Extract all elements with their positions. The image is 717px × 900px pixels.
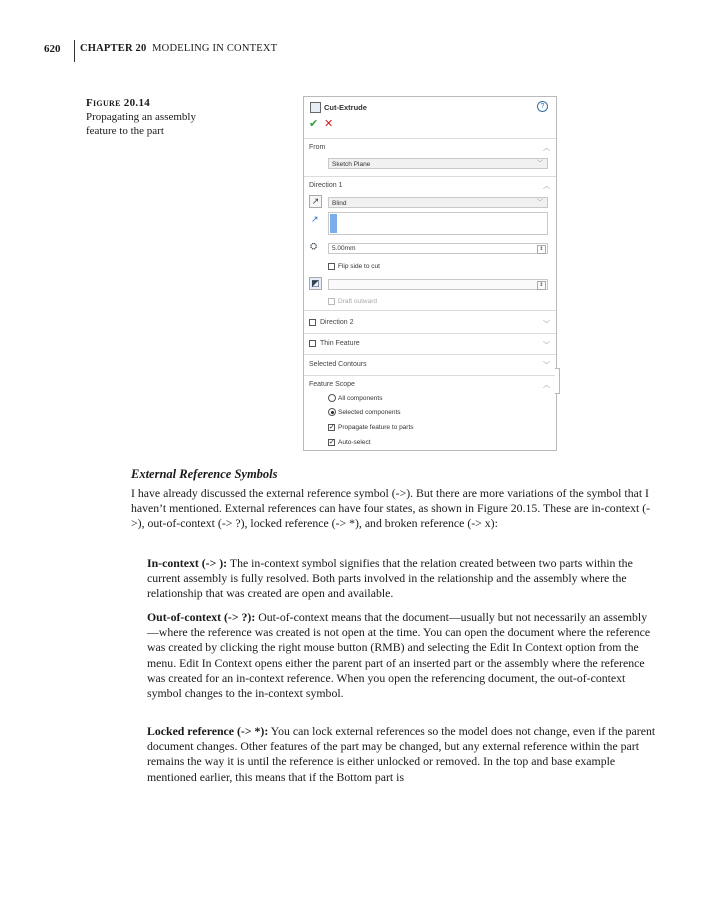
chevron-down-icon: ﹀ [536,161,543,167]
item-text: Out-of-context means that the document—usually but not necessarily an assembly—where the reference was created is not open at the time. You can open the document where the reference was created by clicking the right mouse button (RMB) and selecting the Edit In Context option from the menu. Edit In Context opens either the parent part of an inserted part or the assembly where the reference was created for an in-context reference. When you open the referencing document, the out-of-context symbol changes to the in-context symbol. [147,610,651,701]
divider [304,333,556,334]
all-components-radio[interactable] [328,394,336,402]
list-item [147,724,657,785]
selected-contours-section-title[interactable]: Selected Contours [309,361,367,368]
cut-extrude-icon [310,102,321,113]
spin-icon[interactable]: ⇕ [537,245,546,254]
chevron-up-icon[interactable]: ︿ [543,145,550,152]
depth-icon: ⛭ [310,241,318,251]
chevron-down-icon[interactable]: ﹀ [543,321,550,328]
chevron-up-icon[interactable]: ︿ [543,382,550,389]
propagate-checkbox[interactable]: ✓ [329,424,335,431]
thin-feature-section-title[interactable]: Thin Feature [320,340,360,347]
chevron-up-icon[interactable]: ︿ [543,183,550,190]
list-item [147,556,657,602]
divider [304,354,556,355]
direction1-section-title[interactable]: Direction 1 [309,182,343,189]
header-divider [74,40,75,62]
divider [304,375,556,376]
thin-feature-checkbox[interactable] [309,340,316,347]
panel-title: Cut-Extrude [324,103,367,112]
figure-caption: Propagating an assembly feature to the part [86,111,196,137]
propagate-label: Propagate feature to parts [338,424,414,431]
draft-icon[interactable]: ◩ [309,277,322,290]
selected-components-radio[interactable] [328,408,336,416]
panel-resize-handle[interactable] [555,368,560,394]
depth-input[interactable] [328,243,548,254]
selected-components-label: Selected components [338,409,401,416]
page-number: 620 [44,43,61,55]
chapter-heading [80,43,277,54]
depth-value: 5.00mm [332,245,356,252]
auto-select-label: Auto-select [338,439,371,446]
chapter-label: CHAPTER 20 [80,43,147,54]
item-term: In-context [147,556,199,570]
item-symbol: (-> ?): [221,610,256,624]
selection-highlight [330,214,337,233]
draft-outward-checkbox[interactable] [328,298,335,305]
from-dropdown[interactable] [328,158,548,169]
divider [304,310,556,311]
chevron-down-icon[interactable]: ﹀ [543,342,550,349]
direction2-checkbox[interactable] [309,319,316,326]
direction-selection-box[interactable] [328,212,548,235]
item-text: You can lock external references so the model does not change, even if the parent document changes. Other features of the part may be changed, but any external reference within the part remains the way it is until the reference is either unlocked or removed. In the top and base example mentioned earlier, this means that if the Bottom part is [147,724,656,784]
chapter-title: MODELING IN CONTEXT [152,43,278,54]
end-condition-dropdown[interactable] [328,197,548,208]
item-text: The in-context symbol signifies that the relation created between two parts within the current assembly is fully resolved. Both parts involved in the relationship and the assembly where the relationship that was created are open and available. [147,556,633,601]
item-symbol: (-> ): [198,556,228,570]
reverse-direction-icon[interactable]: ↗ [309,195,322,208]
draft-outward-label: Draft outward [338,298,378,305]
item-term: Out-of-context [147,610,222,624]
list-item [147,610,657,701]
chevron-down-icon: ﹀ [536,200,543,206]
divider [304,138,556,139]
from-section-title[interactable]: From [309,144,326,151]
section-heading: External Reference Symbols [131,467,278,481]
flip-side-label: Flip side to cut [338,263,380,270]
running-header [0,40,717,64]
cancel-x-icon[interactable]: ✕ [324,118,334,130]
from-dropdown-value: Sketch Plane [332,161,371,168]
help-icon[interactable]: ? [537,101,548,112]
all-components-label: All components [338,395,383,402]
direction-vector-icon: ↗ [311,214,319,224]
item-symbol: (-> *): [234,724,269,738]
direction2-section-title[interactable]: Direction 2 [320,319,354,326]
divider [304,176,556,177]
feature-scope-section-title[interactable]: Feature Scope [309,381,355,388]
chevron-down-icon[interactable]: ﹀ [543,362,550,369]
spin-icon[interactable]: ⇕ [537,281,546,290]
intro-paragraph: I have already discussed the external reference symbol (->). But there are more variations of the symbol that I haven’t mentioned. External references can have four states, as shown in Figure 20.15. These are in-context (->), out-of-context (-> ?), locked reference (-> *), and broken reference (-> x): [131,486,651,531]
figure-label: Figure 20.14 [86,97,151,109]
cut-extrude-panel [303,96,557,451]
auto-select-checkbox[interactable]: ✓ [329,439,335,446]
draft-angle-input[interactable] [328,279,548,290]
ok-check-icon[interactable]: ✔ [309,118,319,130]
end-condition-value: Blind [332,200,347,207]
figure-caption-block [86,96,226,138]
flip-side-checkbox[interactable] [328,263,335,270]
item-term: Locked reference [147,724,235,738]
